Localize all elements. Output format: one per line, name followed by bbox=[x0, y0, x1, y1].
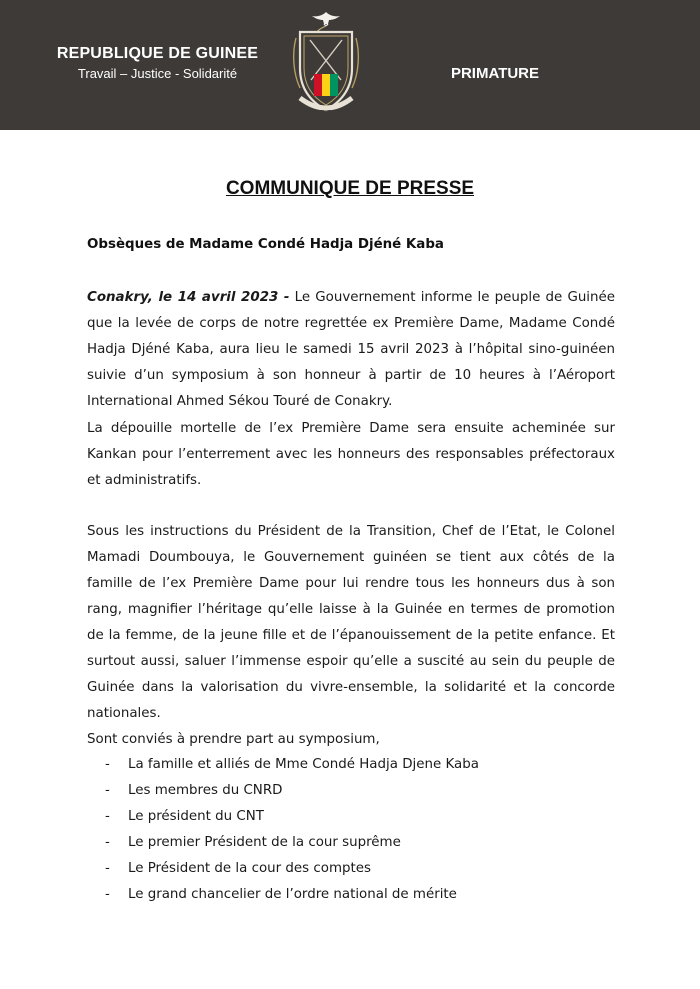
list-marker: - bbox=[105, 783, 110, 798]
republic-name: REPUBLIQUE DE GUINEE bbox=[56, 45, 259, 62]
list-marker: - bbox=[105, 861, 110, 876]
list-marker: - bbox=[105, 757, 110, 772]
list-marker: - bbox=[105, 887, 110, 902]
list-item: - Le grand chancelier de l’ordre national de mérite bbox=[105, 882, 479, 908]
list-item: - Le Président de la cour des comptes bbox=[105, 856, 479, 882]
announcement-text: Le Gouvernement informe le peuple de Guinée que la levée de corps de notre regrettée ex Première Dame, Madame Condé Hadja Djéné Kaba, aura lieu le samedi 15 avril 2023 à l’hôpital sino-guinéen suivie d’un symposium à son honneur à partir de 10 heures à l’Aéroport International Ahmed Sékou Touré de Conakry. bbox=[87, 290, 615, 409]
list-item: - Le président du CNT bbox=[105, 804, 479, 830]
list-intro-text: Sont conviés à prendre part au symposium, bbox=[87, 732, 380, 747]
burial-text: La dépouille mortelle de l’ex Première Dame sera ensuite acheminée sur Kankan pour l’enterrement avec les honneurs des responsables préfectoraux et administratifs. bbox=[87, 421, 615, 488]
invitee-list bbox=[105, 752, 479, 908]
list-item: - Le premier Président de la cour suprême bbox=[105, 830, 479, 856]
document-title: COMMUNIQUE DE PRESSE bbox=[225, 178, 475, 199]
republic-block bbox=[50, 45, 265, 83]
document-subject: Obsèques de Madame Condé Hadja Djéné Kaba bbox=[87, 237, 444, 252]
emblem-ribbon-text: TRAVAIL JUSTICE SOLIDARITE bbox=[289, 110, 363, 116]
dateline: Conakry, le 14 avril 2023 - bbox=[87, 290, 290, 305]
list-item: - Les membres du CNRD bbox=[105, 778, 479, 804]
paragraph-tribute bbox=[87, 519, 615, 727]
letterhead-banner bbox=[0, 0, 700, 130]
list-item: - La famille et alliés de Mme Condé Hadja Djene Kaba bbox=[105, 752, 479, 778]
list-marker: - bbox=[105, 835, 110, 850]
list-marker: - bbox=[105, 809, 110, 824]
issuing-office: PRIMATURE bbox=[450, 65, 540, 82]
list-intro bbox=[87, 727, 615, 753]
paragraph-announcement bbox=[87, 285, 615, 415]
paragraph-burial bbox=[87, 416, 615, 494]
national-motto: Travail – Justice - Solidarité bbox=[77, 66, 238, 81]
tribute-text: Sous les instructions du Président de la Transition, Chef de l’Etat, le Colonel Mamadi Doumbouya, le Gouvernement guinéen se tient aux côtés de la famille de l’ex Première Dame pour lui rendre tous les honneurs dus à son rang, magnifier l’héritage qu’elle laisse à la Guinée en termes de promotion de la femme, de la jeune fille et de l’épanouissement de la petite enfance. Et surtout aussi, saluer l’immense espoir qu’elle a suscité au sein du peuple de Guinée dans la valorisation du vivre-ensemble, la solidarité et la concorde nationales. bbox=[87, 524, 615, 721]
guinea-coat-of-arms-icon bbox=[286, 8, 366, 123]
